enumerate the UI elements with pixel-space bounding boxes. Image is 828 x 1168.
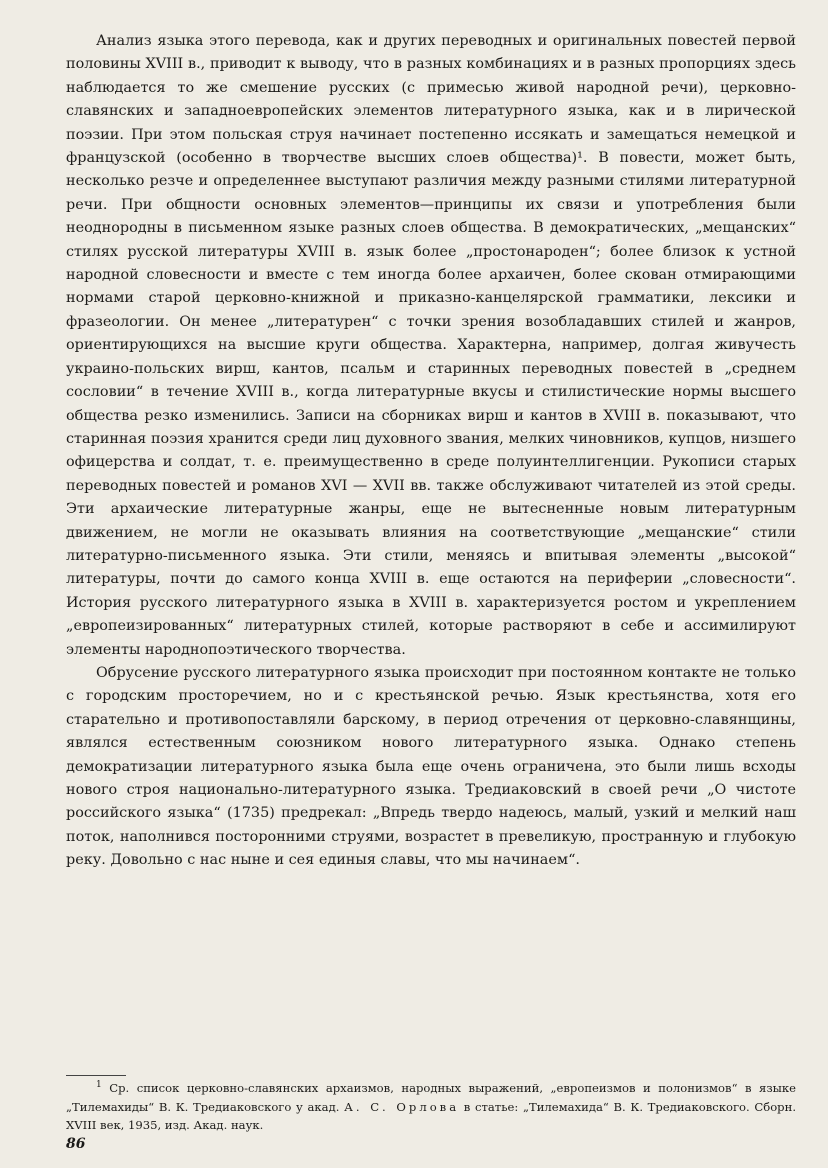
footnote-divider (66, 1075, 126, 1076)
footnote-text-after: в статье: „Тилемахида“ В. К. Тредиаковского. Сборн. XVIII век, 1935, изд. Акад. наук. (66, 1099, 797, 1132)
footnote-marker: 1 (96, 1080, 102, 1091)
footnote (66, 1079, 796, 1135)
page-number: 86 (66, 1136, 86, 1152)
main-text (66, 30, 796, 873)
footnote-text-before: Ср. список церковно-славянских архаизмов, народных выражений, „европеизмов и полонизмов“ в языке „Тилемахиды“ В. К. Тредиаковского у акад. (66, 1081, 796, 1114)
footnote-author: А. С. Орлова (344, 1099, 460, 1114)
paragraph: Анализ языка этого перевода, как и других переводных и оригинальных повестей первой половины XVIII в., приводит к выводу, что в разных комбинациях и в разных пропорциях здесь наблюдается то же смешение русских (с примесью живой народной речи), церковно-славянских и западноевропейских элементов литературного языка, как и в лирической поэзии. При этом польская струя начинает постепенно иссякать и замещаться немецкой и французской (особенно в творчестве высших слоев общества)¹. В повести, может быть, несколько резче и определеннее выступают различия между разными стилями литературной речи. При общности основных элементов—принципы их связи и употребления были неоднородны в письменном языке разных слоев общества. В демократических, „мещанских“ стилях русской литературы XVIII в. язык более „простонароден“; более близок к устной народной словесности и вместе с тем иногда более архаичен, более скован отмирающими нормами старой церковно-книжной и приказно-канцелярской грамматики, лексики и фразеологии. Он менее „литературен“ с точки зрения возобладавших стилей и жанров, ориентирующихся на высшие круги общества. Характерна, например, долгая живучесть украино-польских вирш, кантов, псальм и старинных переводных повестей в „среднем сословии“ в течение XVIII в., когда литературные вкусы и стилистические нормы высшего общества резко изменились. Записи на сборниках вирш и кантов в XVIII в. показывают, что старинная поэзия хранится среди лиц духовного звания, мелких чиновников, купцов, низшего офицерства и солдат, т. е. преимущественно в среде полуинтеллигенции. Рукописи старых переводных повестей и романов XVI — XVII вв. также обслуживают читателей из этой среды. Эти архаические литературные жанры, еще не вытесненные новым литературным движением, не могли не оказывать влияния на соответствующие „мещанские“ стили литературно-письменного языка. Эти стили, меняясь и впитывая элементы „высокой“ литературы, почти до самого конца XVIII в. еще остаются на периферии „словесности“. История русского литературного языка в XVIII в. характеризуется ростом и укреплением „европеизированных“ литературных стилей, которые растворяют в себе и ассимилируют элементы народнопоэтического творчества. (66, 33, 796, 658)
paragraph: Обрусение русского литературного языка происходит при постоянном контакте не только с городским просторечием, но и с крестьянской речью. Язык крестьянства, хотя его старательно и противопоставляли барскому, в период отречения от церковно-славянщины, являлся естественным союзником нового литературного языка. Однако степень демократизации литературного языка была еще очень ограничена, это были лишь всходы нового строя национально-литературного языка. Тредиаковский в своей речи „О чистоте российского языка“ (1735) предрекал: „Впредь твердо надеюсь, малый, узкий и мелкий наш поток, наполнився посторонними струями, возрастет в превеликую, пространную и глубокую реку. Довольно с нас ныне и сея единыя славы, что мы начинаем“. (66, 664, 796, 869)
